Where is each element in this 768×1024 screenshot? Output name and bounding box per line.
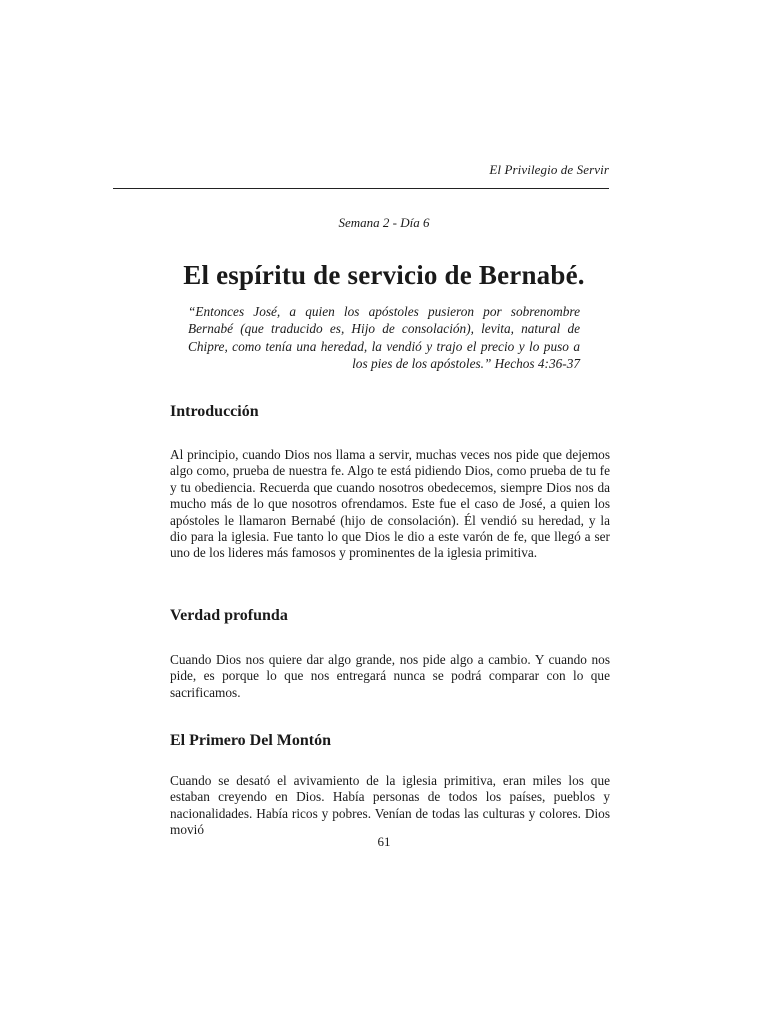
week-day-label: Semana 2 - Día 6 [338, 215, 430, 230]
running-header: El Privilegio de Servir [489, 162, 609, 177]
heading-primero-del-monton: El Primero Del Montón [170, 732, 332, 749]
paragraph-introduccion: Al principio, cuando Dios nos llama a servir, muchas veces nos pide que dejemos algo como, prueba de nuestra fe. Algo te está pidiendo Dios, como prueba de tu fe y tu obediencia. Recuerda que cuando nosotros obedecemos, siempre Dios nos da mucho más de lo que nosotros ofrendamos. Este fue el caso de José, a quien los apóstoles le llamaron Bernabé (hijo de consolación). Él vendió su heredad, y la dio para la iglesia. Fue tanto lo que Dios le dio a este varón de fe, que llegó a ser uno de los lideres más famosos y prominentes de la iglesia primitiva. [170, 447, 610, 561]
epigraph-quote: “Entonces José, a quien los apóstoles pusieron por sobrenombre Bernabé (que traducido es, Hijo de consolación), levita, natural de Chipre, como tenía una heredad, la vendió y trajo el precio y lo puso a los pies de los apóstoles.” Hechos 4:36-37 [188, 304, 580, 371]
heading-verdad-profunda: Verdad profunda [170, 607, 288, 624]
chapter-title: El espíritu de servicio de Bernabé. [183, 260, 585, 290]
paragraph-verdad-profunda: Cuando Dios nos quiere dar algo grande, nos pide algo a cambio. Y cuando nos pide, es porque lo que nos entregará nunca se podrá comparar con lo que sacrificamos. [170, 652, 610, 700]
page-number: 61 [377, 834, 391, 849]
heading-introduccion: Introducción [170, 403, 259, 420]
paragraph-primero-del-monton: Cuando se desató el avivamiento de la iglesia primitiva, eran miles los que estaban creyendo en Dios. Había personas de todos los países, pueblos y nacionalidades. Había ricos y pobres. Venían de todas las culturas y colores. Dios movió [170, 773, 610, 838]
header-rule [113, 188, 609, 189]
